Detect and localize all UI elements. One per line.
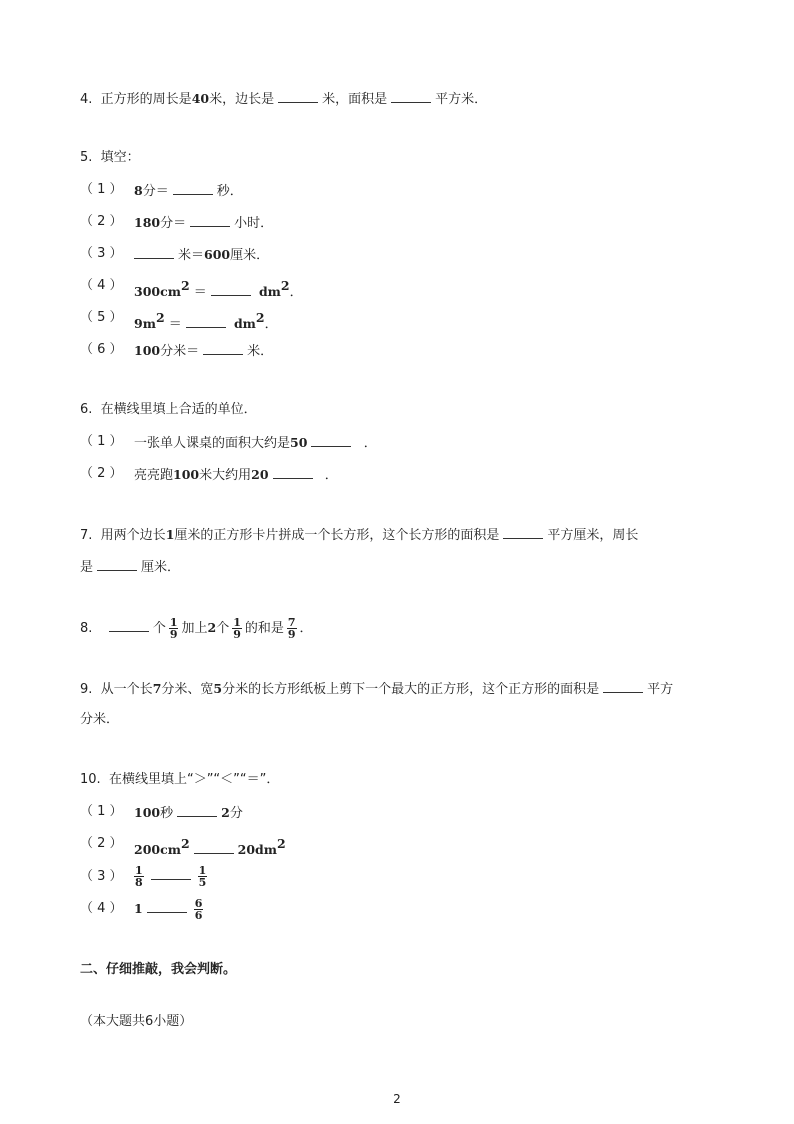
- answer-blank[interactable]: [278, 88, 318, 103]
- question-4: 4. 正方形的周长是40米，边长是 米，面积是 平方米．: [80, 88, 487, 110]
- fraction: $\frac{6}{6}$: [194, 897, 203, 922]
- answer-blank[interactable]: [97, 556, 137, 571]
- answer-blank[interactable]: [173, 180, 213, 195]
- answer-blank[interactable]: [194, 839, 234, 854]
- answer-blank[interactable]: [391, 88, 431, 103]
- section-note: （本大题共6小题）: [80, 1014, 193, 1029]
- question-7: 7. 用两个边长1厘米的正方形卡片拼成一个长方形，这个长方形的面积是 平方厘米，周长: [80, 524, 638, 546]
- answer-blank[interactable]: [503, 524, 543, 539]
- question-8: 8. 个 $\frac{1}{9}$ 加上2个 $\frac{1}{9}$ 的和是 $\frac{7}{9}$ ．: [80, 616, 313, 641]
- question-6-title: 6. 在横线里填上合适的单位．: [80, 402, 257, 417]
- answer-blank[interactable]: [134, 244, 174, 259]
- answer-blank[interactable]: [109, 617, 149, 632]
- page-number: 2: [393, 1092, 401, 1106]
- fraction: $\frac{1}{8}$: [135, 864, 143, 889]
- section-heading: 二、仔细推敲，我会判断。: [80, 962, 237, 977]
- answer-blank[interactable]: [151, 865, 191, 880]
- answer-blank[interactable]: [186, 313, 226, 328]
- fraction: $\frac{1}{9}$: [233, 616, 241, 641]
- answer-blank[interactable]: [603, 678, 643, 693]
- answer-blank[interactable]: [211, 281, 251, 296]
- answer-blank[interactable]: [190, 212, 230, 227]
- question-7-cont: 是 厘米．: [80, 556, 180, 578]
- answer-blank[interactable]: [273, 464, 313, 479]
- question-9-cont: 分米．: [80, 712, 120, 727]
- answer-blank[interactable]: [147, 898, 187, 913]
- question-10-title: 10. 在横线里填上“＞”“＜”“＝”．: [80, 772, 280, 787]
- fraction: $\frac{1}{5}$: [198, 864, 207, 889]
- question-5-title: 5. 填空：: [80, 150, 140, 165]
- fraction: $\frac{1}{9}$: [169, 616, 178, 641]
- answer-blank[interactable]: [203, 340, 243, 355]
- fraction: $\frac{7}{9}$: [287, 616, 296, 641]
- answer-blank[interactable]: [311, 432, 351, 447]
- answer-blank[interactable]: [177, 802, 217, 817]
- question-9: 9. 从一个长7分米、宽5分米的长方形纸板上剪下一个最大的正方形，这个正方形的面积是 平方: [80, 678, 673, 700]
